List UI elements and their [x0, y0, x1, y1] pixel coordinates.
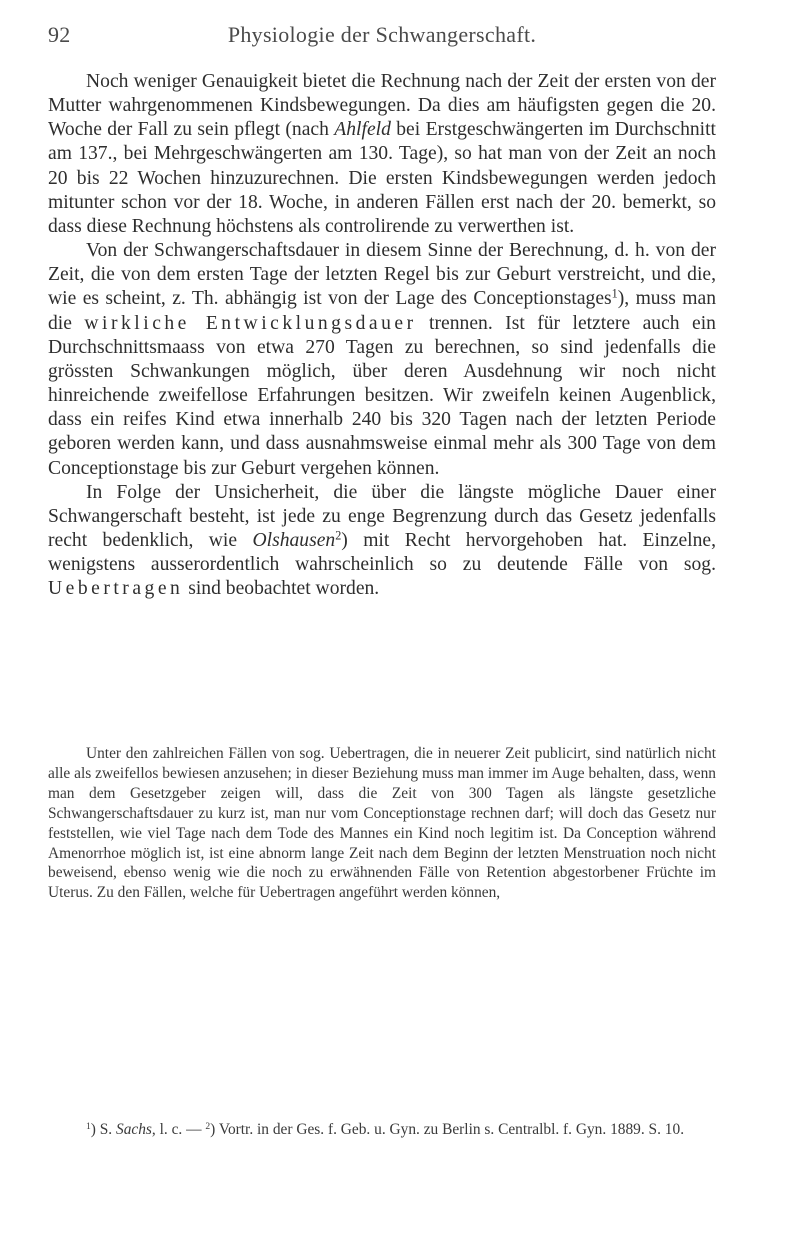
footnote-ref-2: 2	[335, 528, 342, 543]
footnote-line: $^1$) S. Sachs, l. c. — $^2$) Vortr. in der Ges. f. Geb. u. Gyn. zu Berlin s. Centralbl. f. Gyn. 1889. S. 10.	[86, 1120, 685, 1138]
paragraph-uebertragen: In Folge der Unsicherheit, die über die längste mögliche Dauer einer Schwangerschaft besteht, ist jede zu enge Begrenzung durch das Gesetz jedenfalls recht bedenklich, wie Olshausen$^2$) mit Recht hervorgehoben hat. Einzelne, wenigstens ausserordentlich wahrscheinlich so zu deutende Fälle von sog. Uebertragen sind beobachtet worden.	[48, 481, 716, 600]
running-title: Physiologie der Schwangerschaft.	[227, 22, 537, 47]
author-sachs: Sachs	[116, 1121, 152, 1138]
emphasis-wirkliche-entwicklungsdauer: wirkliche Entwicklungsdauer	[84, 312, 417, 334]
footnote-ref-1: 1	[611, 286, 618, 301]
footnote-mark-2: 2	[205, 1120, 211, 1132]
main-text	[48, 70, 716, 601]
paragraph-schwangerschaftsdauer: Von der Schwangerschaftsdauer in diesem Sinne der Berechnung, d. h. von der Zeit, die von dem ersten Tage der letzten Regel bis zur Geburt verstreicht, und die, wie es scheint, z. Th. abhängig ist von der Lage des Conceptionstages$^1$), muss man die wirkliche Entwicklungsdauer trennen. Ist für letztere auch ein Durchschnittsmaass von etwa 270 Tagen zu berechnen, so sind jedenfalls die grössten Schwankungen möglich, über deren Ausdehnung wir noch nicht hinreichende zweifellose Erfahrungen besitzen. Wir zweifeln keinen Augenblick, dass ein reifes Kind etwa innerhalb 240 bis 320 Tagen nach der letzten Periode geboren werden kann, und dass ausnahmsweise einmal mehr als 300 Tage von dem Conceptionstage bis zur Geburt vergehen können.	[48, 240, 716, 479]
paragraph-kindsbewegungen: Noch weniger Genauigkeit bietet die Rechnung nach der Zeit der ersten von der Mutter wahrgenommenen Kindsbewegungen. Da dies am häufigsten gegen die 20. Woche der Fall zu sein pflegt (nach Ahlfeld bei Erstgeschwängerten im Durchschnitt am 137., bei Mehrgeschwängerten am 130. Tage), so hat man von der Zeit an noch 20 bis 22 Wochen hinzuzurechnen. Die ersten Kindsbewegungen werden jedoch mitunter schon vor der 18. Woche, in anderen Fällen erst nach der 20. bemerkt, so dass diese Rechnung höchstens als controlirende zu verwerthen ist.	[48, 71, 716, 237]
footnotes	[48, 1120, 716, 1140]
author-ahlfeld: Ahlfeld	[334, 119, 391, 141]
page-number: 92	[48, 22, 71, 47]
footnote-mark-1: 1	[86, 1120, 91, 1132]
small-print-paragraph: Unter den zahlreichen Fällen von sog. Uebertragen, die in neuerer Zeit publicirt, sind natürlich nicht alle als zweifellos bewiesen anzusehen; in dieser Beziehung muss man immer im Auge behalten, dass, wenn man dem Gesetzgeber zeigen will, dass die Zeit von 300 Tagen als längste gesetzliche Schwangerschaftsdauer zu kurz ist, man nur vom Conceptionstage rechnen darf; will doch das Gesetz nur feststellen, wie viel Tage nach dem Tode des Mannes ein Kind noch legitim ist. Da Conception während Amenorrhoe möglich ist, ist eine abnorm lange Zeit nach dem Beginn der letzten Menstruation noch nicht beweisend, ebenso wenig wie die noch zu erwähnenden Fälle von Retention abgestorbener Früchte im Uterus. Zu den Fällen, welche für Uebertragen angeführt werden können,	[48, 745, 716, 902]
author-olshausen: Olshausen	[252, 529, 336, 551]
small-print-note	[48, 744, 716, 903]
page-header	[48, 22, 716, 52]
emphasis-uebertragen: Uebertragen	[48, 578, 184, 600]
